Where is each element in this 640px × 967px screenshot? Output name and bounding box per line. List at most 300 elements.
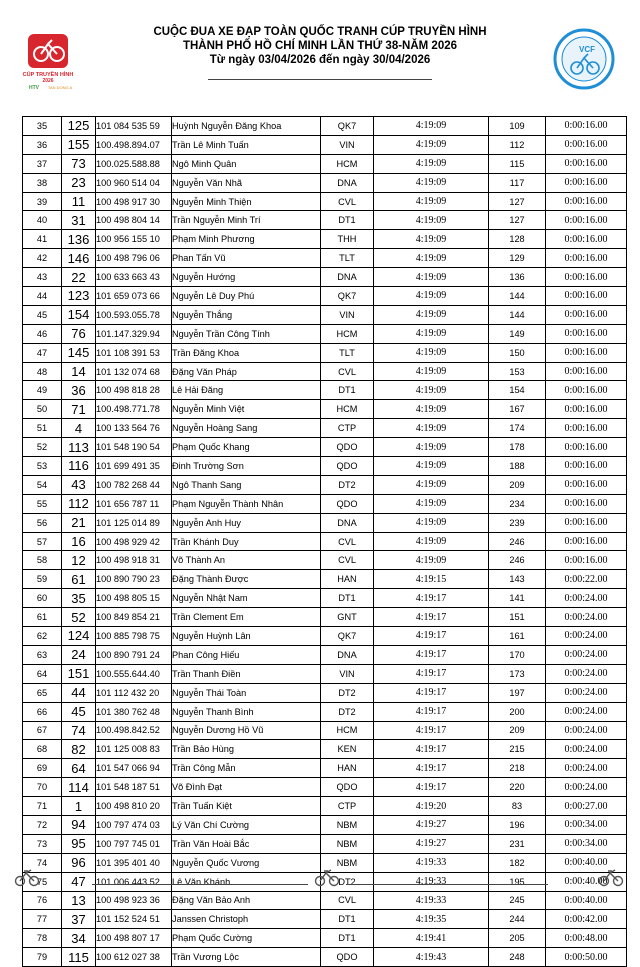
gap-cell: 0:00:27.00 — [546, 797, 627, 816]
time-cell: 4:19:41 — [374, 929, 489, 948]
points-cell: 246 — [489, 532, 546, 551]
rank-cell: 48 — [23, 362, 62, 381]
table-row — [23, 664, 627, 683]
bib-cell: 96 — [62, 853, 96, 872]
time-cell: 4:19:09 — [374, 475, 489, 494]
rider-name-cell: Phan Công Hiếu — [172, 645, 321, 664]
bib-cell: 136 — [62, 230, 96, 249]
cup-logo-icon — [8, 32, 96, 92]
bib-cell: 14 — [62, 362, 96, 381]
time-cell: 4:19:17 — [374, 759, 489, 778]
team-cell: CVL — [321, 192, 374, 211]
rider-name-cell: Nguyễn Trần Công Tính — [172, 324, 321, 343]
rider-name-cell: Ngô Thanh Sang — [172, 475, 321, 494]
rider-name-cell: Trần Thanh Điền — [172, 664, 321, 683]
points-cell: 205 — [489, 929, 546, 948]
time-cell: 4:19:09 — [374, 173, 489, 192]
table-row — [23, 249, 627, 268]
uci-id-cell: 101 108 391 53 — [96, 343, 172, 362]
points-cell: 127 — [489, 192, 546, 211]
time-cell: 4:19:17 — [374, 589, 489, 608]
points-cell: 197 — [489, 683, 546, 702]
points-cell: 196 — [489, 815, 546, 834]
rider-name-cell: Đặng Thành Được — [172, 570, 321, 589]
gap-cell: 0:00:16.00 — [546, 343, 627, 362]
rider-name-cell: Trần Tuấn Kiệt — [172, 797, 321, 816]
vcf-text: VCF — [579, 45, 595, 54]
gap-cell: 0:00:16.00 — [546, 438, 627, 457]
uci-id-cell: 101 125 014 89 — [96, 513, 172, 532]
gap-cell: 0:00:24.00 — [546, 740, 627, 759]
table-row — [23, 230, 627, 249]
uci-id-cell: 101 125 008 83 — [96, 740, 172, 759]
bib-cell: 24 — [62, 645, 96, 664]
time-cell: 4:19:17 — [374, 645, 489, 664]
points-cell: 173 — [489, 664, 546, 683]
team-cell: QK7 — [321, 287, 374, 306]
team-cell: CVL — [321, 532, 374, 551]
team-cell: NBM — [321, 853, 374, 872]
time-cell: 4:19:09 — [374, 532, 489, 551]
team-cell: DT1 — [321, 589, 374, 608]
bib-cell: 16 — [62, 532, 96, 551]
rider-name-cell: Phạm Nguyễn Thành Nhân — [172, 494, 321, 513]
team-cell: QK7 — [321, 627, 374, 646]
table-row — [23, 929, 627, 948]
table-row — [23, 362, 627, 381]
gap-cell: 0:00:16.00 — [546, 362, 627, 381]
uci-id-cell: 100 498 796 06 — [96, 249, 172, 268]
rank-cell: 61 — [23, 608, 62, 627]
points-cell: 149 — [489, 324, 546, 343]
table-row — [23, 627, 627, 646]
bib-cell: 43 — [62, 475, 96, 494]
rider-name-cell: Nguyễn Dương Hồ Vũ — [172, 721, 321, 740]
cyclist-icon — [598, 866, 624, 888]
time-cell: 4:19:09 — [374, 381, 489, 400]
table-row — [23, 683, 627, 702]
uci-id-cell: 100 498 807 17 — [96, 929, 172, 948]
points-cell: 167 — [489, 400, 546, 419]
time-cell: 4:19:35 — [374, 910, 489, 929]
points-cell: 150 — [489, 343, 546, 362]
rank-cell: 76 — [23, 891, 62, 910]
uci-id-cell: 100 956 155 10 — [96, 230, 172, 249]
rank-cell: 57 — [23, 532, 62, 551]
points-cell: 239 — [489, 513, 546, 532]
uci-id-cell: 100.498.894.07 — [96, 135, 172, 154]
team-cell: HCM — [321, 324, 374, 343]
points-cell: 112 — [489, 135, 546, 154]
bib-cell: 34 — [62, 929, 96, 948]
uci-id-cell: 100 498 810 20 — [96, 797, 172, 816]
team-cell: HAN — [321, 570, 374, 589]
points-cell: 117 — [489, 173, 546, 192]
points-cell: 144 — [489, 305, 546, 324]
points-cell: 136 — [489, 268, 546, 287]
rank-cell: 56 — [23, 513, 62, 532]
team-cell: DNA — [321, 173, 374, 192]
uci-id-cell: 101 112 432 20 — [96, 683, 172, 702]
table-row — [23, 400, 627, 419]
table-row — [23, 608, 627, 627]
gap-cell: 0:00:24.00 — [546, 645, 627, 664]
bib-cell: 114 — [62, 778, 96, 797]
rider-name-cell: Nguyễn Nhật Nam — [172, 589, 321, 608]
bib-cell: 61 — [62, 570, 96, 589]
gap-cell: 0:00:16.00 — [546, 532, 627, 551]
team-cell: VIN — [321, 305, 374, 324]
rank-cell: 70 — [23, 778, 62, 797]
table-row — [23, 910, 627, 929]
gap-cell: 0:00:16.00 — [546, 494, 627, 513]
rank-cell: 40 — [23, 211, 62, 230]
rank-cell: 41 — [23, 230, 62, 249]
rank-cell: 49 — [23, 381, 62, 400]
rider-name-cell: Lê Hải Đăng — [172, 381, 321, 400]
table-row — [23, 287, 627, 306]
rank-cell: 64 — [23, 664, 62, 683]
table-row — [23, 589, 627, 608]
team-cell: DNA — [321, 268, 374, 287]
gap-cell: 0:00:50.00 — [546, 948, 627, 967]
team-cell: VIN — [321, 135, 374, 154]
points-cell: 144 — [489, 287, 546, 306]
bib-cell: 124 — [62, 627, 96, 646]
table-row — [23, 381, 627, 400]
team-cell: CVL — [321, 551, 374, 570]
time-cell: 4:19:09 — [374, 457, 489, 476]
rank-cell: 78 — [23, 929, 62, 948]
team-cell: DNA — [321, 645, 374, 664]
rider-name-cell: Ngô Minh Quân — [172, 154, 321, 173]
rider-name-cell: Đinh Trường Sơn — [172, 457, 321, 476]
time-cell: 4:19:09 — [374, 154, 489, 173]
uci-id-cell: 101.147.329.94 — [96, 324, 172, 343]
rank-cell: 68 — [23, 740, 62, 759]
team-cell: CVL — [321, 362, 374, 381]
rider-name-cell: Janssen Christoph — [172, 910, 321, 929]
team-cell: QDO — [321, 948, 374, 967]
points-cell: 209 — [489, 475, 546, 494]
points-cell: 195 — [489, 872, 546, 891]
time-cell: 4:19:17 — [374, 664, 489, 683]
gap-cell: 0:00:24.00 — [546, 702, 627, 721]
points-cell: 231 — [489, 834, 546, 853]
footer-divider-left — [92, 884, 308, 885]
bib-cell: 12 — [62, 551, 96, 570]
bib-cell: 76 — [62, 324, 96, 343]
uci-id-cell: 100 782 268 44 — [96, 475, 172, 494]
bib-cell: 74 — [62, 721, 96, 740]
rank-cell: 45 — [23, 305, 62, 324]
points-cell: 127 — [489, 211, 546, 230]
time-cell: 4:19:09 — [374, 268, 489, 287]
time-cell: 4:19:43 — [374, 948, 489, 967]
points-cell: 154 — [489, 381, 546, 400]
gap-cell: 0:00:16.00 — [546, 173, 627, 192]
bib-cell: 45 — [62, 702, 96, 721]
rider-name-cell: Nguyễn Hoàng Sang — [172, 419, 321, 438]
header-divider — [208, 79, 432, 80]
bib-cell: 113 — [62, 438, 96, 457]
gap-cell: 0:00:34.00 — [546, 815, 627, 834]
gap-cell: 0:00:16.00 — [546, 551, 627, 570]
table-row — [23, 891, 627, 910]
bib-cell: 82 — [62, 740, 96, 759]
points-cell: 218 — [489, 759, 546, 778]
gap-cell: 0:00:16.00 — [546, 249, 627, 268]
time-cell: 4:19:09 — [374, 438, 489, 457]
uci-id-cell: 100 498 923 36 — [96, 891, 172, 910]
points-cell: 161 — [489, 627, 546, 646]
time-cell: 4:19:20 — [374, 797, 489, 816]
team-cell: HCM — [321, 400, 374, 419]
rank-cell: 79 — [23, 948, 62, 967]
rider-name-cell: Nguyễn Thắng — [172, 305, 321, 324]
rank-cell: 51 — [23, 419, 62, 438]
bib-cell: 23 — [62, 173, 96, 192]
bib-cell: 155 — [62, 135, 96, 154]
points-cell: 174 — [489, 419, 546, 438]
rank-cell: 74 — [23, 853, 62, 872]
time-cell: 4:19:17 — [374, 608, 489, 627]
team-cell: CTP — [321, 419, 374, 438]
uci-id-cell: 101 395 401 40 — [96, 853, 172, 872]
rank-cell: 58 — [23, 551, 62, 570]
time-cell: 4:19:27 — [374, 834, 489, 853]
time-cell: 4:19:09 — [374, 494, 489, 513]
table-row — [23, 135, 627, 154]
table-row — [23, 192, 627, 211]
points-cell: 248 — [489, 948, 546, 967]
uci-id-cell: 100 498 918 31 — [96, 551, 172, 570]
points-cell: 200 — [489, 702, 546, 721]
time-cell: 4:19:17 — [374, 778, 489, 797]
rank-cell: 47 — [23, 343, 62, 362]
points-cell: 141 — [489, 589, 546, 608]
points-cell: 182 — [489, 853, 546, 872]
rank-cell: 60 — [23, 589, 62, 608]
bib-cell: 44 — [62, 683, 96, 702]
rank-cell: 38 — [23, 173, 62, 192]
table-row — [23, 324, 627, 343]
bib-cell: 1 — [62, 797, 96, 816]
team-cell: CVL — [321, 891, 374, 910]
rank-cell: 36 — [23, 135, 62, 154]
rank-cell: 72 — [23, 815, 62, 834]
rank-cell: 54 — [23, 475, 62, 494]
gap-cell: 0:00:24.00 — [546, 608, 627, 627]
rider-name-cell: Trần Công Mẫn — [172, 759, 321, 778]
uci-id-cell: 101 547 066 94 — [96, 759, 172, 778]
gap-cell: 0:00:24.00 — [546, 721, 627, 740]
rank-cell: 66 — [23, 702, 62, 721]
gap-cell: 0:00:16.00 — [546, 192, 627, 211]
bib-cell: 154 — [62, 305, 96, 324]
rank-cell: 39 — [23, 192, 62, 211]
time-cell: 4:19:09 — [374, 343, 489, 362]
team-cell: VIN — [321, 664, 374, 683]
gap-cell: 0:00:24.00 — [546, 778, 627, 797]
rank-cell: 63 — [23, 645, 62, 664]
rider-name-cell: Nguyễn Thái Toàn — [172, 683, 321, 702]
points-cell: 129 — [489, 249, 546, 268]
table-row — [23, 532, 627, 551]
bib-cell: 52 — [62, 608, 96, 627]
rider-name-cell: Nguyễn Thanh Bình — [172, 702, 321, 721]
table-row — [23, 740, 627, 759]
points-cell: 244 — [489, 910, 546, 929]
team-cell: TLT — [321, 249, 374, 268]
rider-name-cell: Trần Văn Hoài Bắc — [172, 834, 321, 853]
time-cell: 4:19:09 — [374, 324, 489, 343]
team-cell: HCM — [321, 721, 374, 740]
time-cell: 4:19:09 — [374, 419, 489, 438]
bib-cell: 13 — [62, 891, 96, 910]
uci-id-cell: 101 699 491 35 — [96, 457, 172, 476]
gap-cell: 0:00:16.00 — [546, 117, 627, 136]
gap-cell: 0:00:34.00 — [546, 834, 627, 853]
team-cell: HCM — [321, 154, 374, 173]
bib-cell: 94 — [62, 815, 96, 834]
table-row — [23, 702, 627, 721]
points-cell: 220 — [489, 778, 546, 797]
time-cell: 4:19:33 — [374, 853, 489, 872]
uci-id-cell: 100 797 474 03 — [96, 815, 172, 834]
bib-cell: 21 — [62, 513, 96, 532]
team-cell: DT2 — [321, 872, 374, 891]
time-cell: 4:19:17 — [374, 721, 489, 740]
rank-cell: 50 — [23, 400, 62, 419]
gap-cell: 0:00:40.00 — [546, 891, 627, 910]
rank-cell: 62 — [23, 627, 62, 646]
rank-cell: 69 — [23, 759, 62, 778]
bib-cell: 37 — [62, 910, 96, 929]
time-cell: 4:19:15 — [374, 570, 489, 589]
rider-name-cell: Võ Đình Đạt — [172, 778, 321, 797]
team-cell: DNA — [321, 513, 374, 532]
rider-name-cell: Trần Lê Minh Tuấn — [172, 135, 321, 154]
team-cell: KEN — [321, 740, 374, 759]
rank-cell: 75 — [23, 872, 62, 891]
rider-name-cell: Trần Clement Em — [172, 608, 321, 627]
bib-cell: 123 — [62, 287, 96, 306]
time-cell: 4:19:09 — [374, 249, 489, 268]
time-cell: 4:19:27 — [374, 815, 489, 834]
gap-cell: 0:00:16.00 — [546, 475, 627, 494]
table-row — [23, 419, 627, 438]
rider-name-cell: Nguyễn Văn Nhã — [172, 173, 321, 192]
bib-cell: 73 — [62, 154, 96, 173]
team-cell: QK7 — [321, 117, 374, 136]
time-cell: 4:19:09 — [374, 230, 489, 249]
time-cell: 4:19:17 — [374, 740, 489, 759]
table-row — [23, 211, 627, 230]
table-row — [23, 551, 627, 570]
rank-cell: 71 — [23, 797, 62, 816]
table-row — [23, 570, 627, 589]
table-row — [23, 759, 627, 778]
time-cell: 4:19:17 — [374, 702, 489, 721]
points-cell: 170 — [489, 645, 546, 664]
team-cell: DT2 — [321, 702, 374, 721]
rider-name-cell: Phạm Quốc Cường — [172, 929, 321, 948]
gap-cell: 0:00:16.00 — [546, 419, 627, 438]
uci-id-cell: 101 656 787 11 — [96, 494, 172, 513]
bib-cell: 64 — [62, 759, 96, 778]
bib-cell: 125 — [62, 117, 96, 136]
uci-id-cell: 100.498.842.52 — [96, 721, 172, 740]
uci-id-cell: 101 084 535 59 — [96, 117, 172, 136]
gap-cell: 0:00:16.00 — [546, 230, 627, 249]
bib-cell: 145 — [62, 343, 96, 362]
points-cell: 151 — [489, 608, 546, 627]
gap-cell: 0:00:24.00 — [546, 683, 627, 702]
results-body — [23, 117, 627, 967]
time-cell: 4:19:09 — [374, 362, 489, 381]
gap-cell: 0:00:42.00 — [546, 910, 627, 929]
uci-id-cell: 100 498 818 28 — [96, 381, 172, 400]
uci-id-cell: 100 498 929 42 — [96, 532, 172, 551]
rider-name-cell: Nguyễn Minh Việt — [172, 400, 321, 419]
team-cell: NBM — [321, 834, 374, 853]
bib-cell: 116 — [62, 457, 96, 476]
table-row — [23, 305, 627, 324]
gap-cell: 0:00:16.00 — [546, 400, 627, 419]
rank-cell: 35 — [23, 117, 62, 136]
rank-cell: 44 — [23, 287, 62, 306]
team-cell: QDO — [321, 494, 374, 513]
table-row — [23, 117, 627, 136]
rider-name-cell: Huỳnh Nguyễn Đăng Khoa — [172, 117, 321, 136]
table-row — [23, 645, 627, 664]
rank-cell: 53 — [23, 457, 62, 476]
rank-cell: 67 — [23, 721, 62, 740]
gap-cell: 0:00:16.00 — [546, 305, 627, 324]
gap-cell: 0:00:16.00 — [546, 381, 627, 400]
time-cell: 4:19:17 — [374, 683, 489, 702]
uci-id-cell: 100 498 805 15 — [96, 589, 172, 608]
bib-cell: 112 — [62, 494, 96, 513]
bib-cell: 35 — [62, 589, 96, 608]
bib-cell: 146 — [62, 249, 96, 268]
gap-cell: 0:00:16.00 — [546, 287, 627, 306]
team-cell: QDO — [321, 438, 374, 457]
table-row — [23, 438, 627, 457]
rider-name-cell: Trần Khánh Duy — [172, 532, 321, 551]
document-header — [0, 0, 640, 110]
table-row — [23, 268, 627, 287]
uci-id-cell: 100.498.771.78 — [96, 400, 172, 419]
logo-left-text4: TAN DONG A — [47, 85, 73, 90]
team-cell: DT1 — [321, 381, 374, 400]
uci-id-cell: 100 797 745 01 — [96, 834, 172, 853]
bib-cell: 36 — [62, 381, 96, 400]
uci-id-cell: 100 885 798 75 — [96, 627, 172, 646]
rank-cell: 37 — [23, 154, 62, 173]
rank-cell: 43 — [23, 268, 62, 287]
gap-cell: 0:00:24.00 — [546, 627, 627, 646]
rider-name-cell: Trần Nguyễn Minh Trí — [172, 211, 321, 230]
gap-cell: 0:00:22.00 — [546, 570, 627, 589]
gap-cell: 0:00:40.00 — [546, 853, 627, 872]
time-cell: 4:19:09 — [374, 211, 489, 230]
rider-name-cell: Nguyễn Lê Duy Phú — [172, 287, 321, 306]
points-cell: 143 — [489, 570, 546, 589]
table-row — [23, 815, 627, 834]
gap-cell: 0:00:24.00 — [546, 759, 627, 778]
